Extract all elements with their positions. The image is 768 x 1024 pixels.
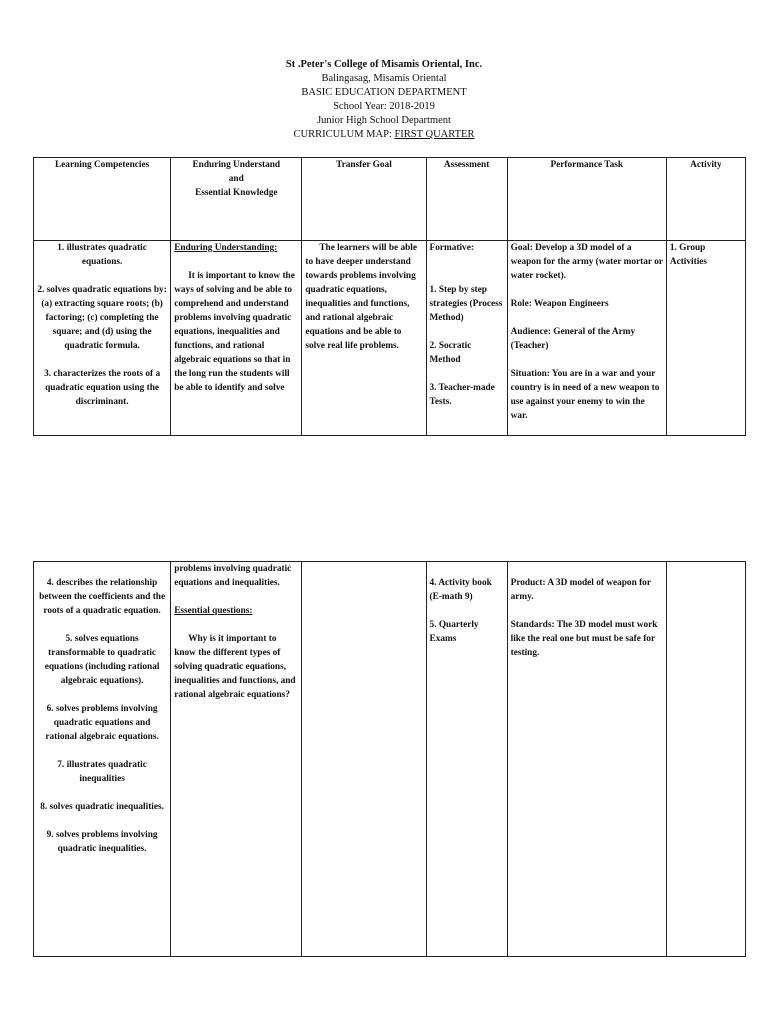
activity-cell	[666, 562, 745, 957]
performance-item: Audience: General of the Army (Teacher)	[510, 327, 636, 351]
competency-item: 3. characterizes the roots of a quadratic equation using the discriminant.	[44, 369, 161, 407]
activity-cell	[666, 241, 745, 436]
competency-item: 5. solves equations transformable to quadratic equations (including rational algebraic equations).	[44, 634, 160, 686]
assessment-item: 5. Quarterly Exams	[429, 620, 479, 644]
competency-item: 1. illustrates quadratic equations.	[57, 243, 147, 267]
col-header-performance-task: Performance Task	[507, 158, 666, 241]
performance-task-cell	[507, 241, 666, 436]
performance-task-cell	[507, 562, 666, 957]
curriculum-table-page1	[33, 157, 746, 436]
performance-item: Goal: Develop a 3D model of a weapon for the army (water mortar or water rocket).	[510, 243, 663, 281]
assessment-item: 3. Teacher-made Tests.	[429, 383, 495, 407]
assessment-cell	[426, 562, 507, 957]
essential-questions-heading: Essential questions:	[174, 606, 253, 616]
assessment-item: Formative:	[429, 243, 474, 253]
school-year: School Year: 2018-2019	[333, 101, 435, 112]
competency-item: 6. solves problems involving quadratic equations and rational algebraic equations.	[45, 704, 159, 742]
sub-department: Junior High School Department	[317, 115, 451, 126]
table-header-row	[34, 158, 746, 241]
col-header-enduring-line2: and	[228, 174, 244, 184]
enduring-cell	[171, 562, 302, 957]
activity-item: 1. Group Activities	[669, 243, 708, 267]
department: BASIC EDUCATION DEPARTMENT	[301, 87, 467, 98]
assessment-item: 4. Activity book (E-math 9)	[429, 578, 492, 602]
curriculum-map-title	[0, 128, 768, 142]
col-header-transfer-goal: Transfer Goal	[302, 158, 426, 241]
col-header-enduring	[171, 158, 302, 241]
document-header	[0, 58, 768, 142]
enduring-continued: problems involving quadratic equations and inequalities.	[174, 564, 292, 588]
quarter-label: FIRST QUARTER	[394, 129, 475, 140]
competency-item: 7. illustrates quadratic inequalities	[57, 760, 147, 784]
competency-item: 8. solves quadratic inequalities.	[40, 802, 164, 812]
college-name	[0, 58, 768, 72]
performance-item: Situation: You are in a war and your country is in need of a new weapon to use against your enemy to win the war.	[510, 369, 660, 421]
enduring-text: It is important to know the ways of solving and be able to comprehend and understand problems involving quadratic equations, inequalities and functions, and rational algebraic equations so that in the long run the students will be able to identify and solve	[174, 271, 295, 393]
assessment-item: 1. Step by step strategies (Process Method)	[429, 285, 503, 323]
curriculum-label: CURRICULUM MAP:	[293, 129, 395, 140]
col-header-activity: Activity	[666, 158, 745, 241]
col-header-assessment: Assessment	[426, 158, 507, 241]
competencies-cell	[34, 241, 171, 436]
enduring-cell	[171, 241, 302, 436]
competency-item: 4. describes the relationship between the coefficients and the roots of a quadratic equation.	[39, 578, 166, 616]
transfer-goal-cell	[302, 562, 426, 957]
competency-item: 9. solves problems involving quadratic inequalities.	[46, 830, 158, 854]
assessment-item: 2. Socratic Method	[429, 341, 472, 365]
essential-questions-text: Why is it important to know the different types of solving quadratic equations, inequalities and functions, and rational algebraic equations?	[174, 634, 296, 700]
performance-item: Role: Weapon Engineers	[510, 299, 609, 309]
location: Balingasag, Misamis Oriental	[321, 73, 447, 84]
col-header-enduring-line1: Enduring Understand	[192, 160, 281, 170]
assessment-cell	[426, 241, 507, 436]
competency-item: 2. solves quadratic equations by: (a) extracting square roots; (b) factoring; (c) completing the square; and (d) using the quadratic formula.	[37, 285, 167, 351]
transfer-goal-text: The learners will be able to have deeper understand towards problems involving quadratic equations, inequalities and functions, and rational algebraic equations and be able to solve real life problems.	[305, 243, 417, 351]
col-header-competencies: Learning Competencies	[34, 158, 171, 241]
performance-item: Standards: The 3D model must work like the real one but must be safe for testing.	[510, 620, 658, 658]
college-suffix: Inc.	[462, 59, 483, 70]
college-name-text: St .Peter's College of Misamis Oriental,	[285, 59, 463, 70]
enduring-heading: Enduring Understanding:	[174, 243, 278, 253]
performance-item: Product: A 3D model of weapon for army.	[510, 578, 651, 602]
transfer-goal-cell	[302, 241, 426, 436]
table-row	[34, 562, 746, 957]
curriculum-table-page2	[33, 561, 746, 957]
competencies-cell	[34, 562, 171, 957]
table-row	[34, 241, 746, 436]
col-header-enduring-line3: Essential Knowledge	[195, 188, 278, 198]
